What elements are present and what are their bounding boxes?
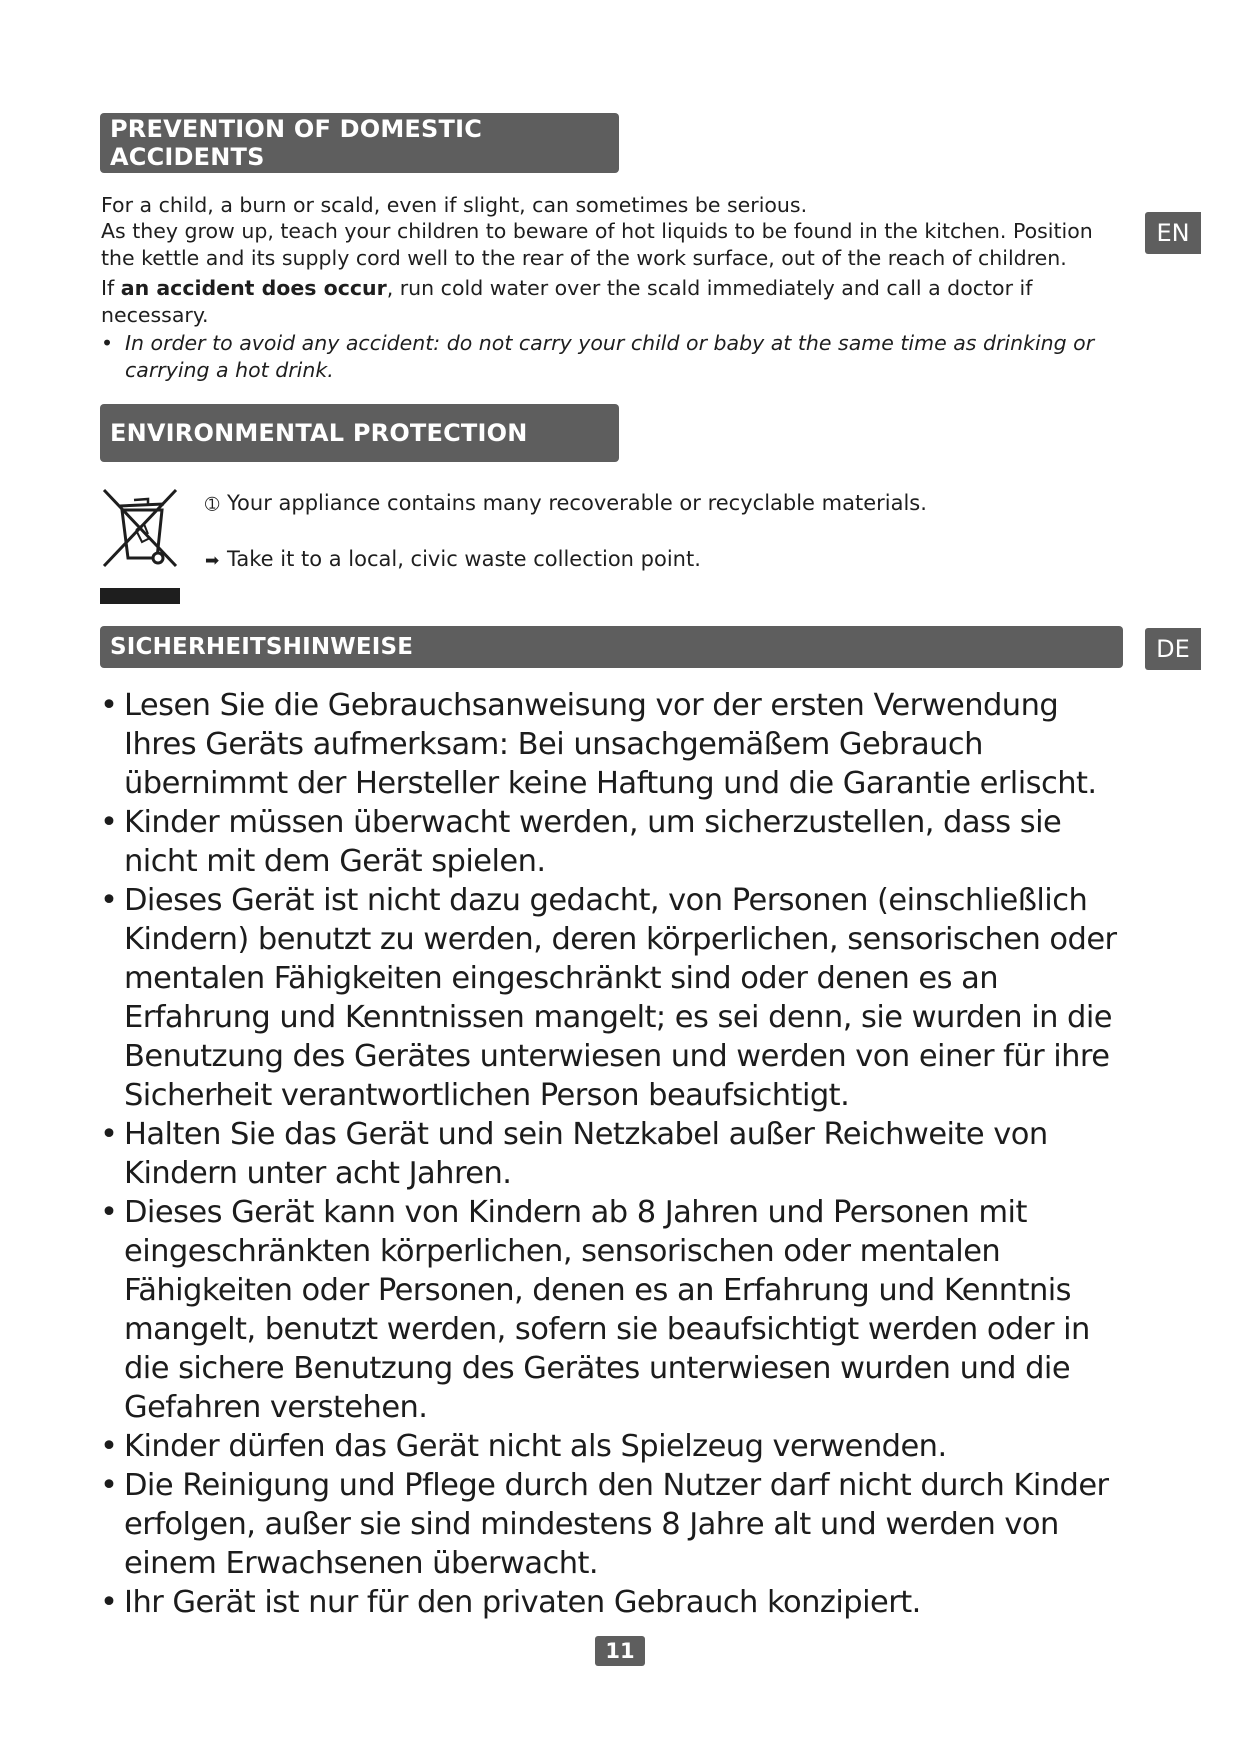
language-tab-en xyxy=(1145,212,1201,254)
section-header-environment xyxy=(100,404,619,462)
section-header-safety-de xyxy=(100,626,1123,668)
bullet-icon: • xyxy=(100,1468,118,1503)
bold-text: an accident does occur xyxy=(120,276,387,300)
page-number-text: 11 xyxy=(605,1639,635,1663)
paragraph-text: As they grow up, teach your children to beware of hot liquids to be found in the kitchen. Position the kettle and its supply cord well to the rear of the work surface, out of the reach of children. xyxy=(101,219,1093,270)
safety-instructions-list xyxy=(100,686,1130,1622)
section-title: SICHERHEITSHINWEISE xyxy=(110,634,414,660)
bullet-text: In order to avoid any accident: do not carry your child or baby at the same time as drinking or carrying a hot drink. xyxy=(125,331,1095,382)
bullet-icon: • xyxy=(100,1429,118,1464)
list-item-text: Dieses Gerät kann von Kindern ab 8 Jahren und Personen mit eingeschränkten körperlichen, sensorischen oder mentalen Fähigkeiten oder Personen, denen es an Erfahrung und Kenntnis mangelt, benutzt werden, sofern sie beaufsichtigt werden oder in die sichere Benutzung des Gerätes unterwiesen wurden und die Gefahren verstehen. xyxy=(124,1195,1090,1425)
bullet-icon: • xyxy=(101,331,114,355)
list-item-text: Halten Sie das Gerät und sein Netzkabel außer Reichweite von Kindern unter acht Jahren. xyxy=(124,1117,1048,1191)
env-text: Take it to a local, civic waste collection point. xyxy=(227,547,701,571)
list-item xyxy=(100,1583,1130,1622)
paragraph-text xyxy=(101,275,1111,329)
paragraph xyxy=(101,275,1111,329)
paragraph xyxy=(101,192,1111,219)
list-item-text: Kinder müssen überwacht werden, um sicherzustellen, dass sie nicht mit dem Gerät spielen. xyxy=(124,805,1062,879)
bullet-icon: • xyxy=(100,688,118,723)
text-span: If xyxy=(101,276,121,300)
section-title: ENVIRONMENTAL PROTECTION xyxy=(110,419,528,447)
paragraph xyxy=(101,218,1111,272)
list-item-text: Dieses Gerät ist nicht dazu gedacht, von Personen (einschließlich Kindern) benutzt zu werden, deren körperlichen, sensorischen oder mentalen Fähigkeiten eingeschränkt sind oder denen es an Erfahrung und Kenntnissen mangelt; es sei denn, sie wurden in die Benutzung des Gerätes unterwiesen und werden von einer für ihre Sicherheit verantwortlichen Person beaufsichtigt. xyxy=(124,883,1117,1113)
list-item-text: Die Reinigung und Pflege durch den Nutzer darf nicht durch Kinder erfolgen, außer sie sind mindestens 8 Jahre alt und werden von einem Erwachsenen überwacht. xyxy=(124,1468,1109,1581)
language-tab-label: DE xyxy=(1156,635,1190,663)
collection-point-line xyxy=(205,545,701,575)
bullet-icon: • xyxy=(100,1117,118,1152)
recyclable-materials-line xyxy=(205,489,927,519)
list-item-text: Lesen Sie die Gebrauchsanweisung vor der ersten Verwendung Ihres Geräts aufmerksam: Bei unsachgemäßem Gebrauch übernimmt der Hersteller keine Haftung und die Garantie erlischt. xyxy=(124,688,1097,801)
page-number xyxy=(595,1636,645,1666)
language-tab-de xyxy=(1145,628,1201,670)
list-item xyxy=(100,1466,1130,1583)
bullet-icon: • xyxy=(100,805,118,840)
info-icon: ➀ xyxy=(205,495,220,515)
crossed-out-wheelie-bin-icon xyxy=(100,486,180,604)
bullet-icon: • xyxy=(100,1195,118,1230)
paragraph-text: For a child, a burn or scald, even if slight, can sometimes be serious. xyxy=(101,193,808,217)
bullet-item xyxy=(101,330,1125,384)
bullet-icon: • xyxy=(100,883,118,918)
list-item xyxy=(100,1115,1130,1193)
list-item xyxy=(100,686,1130,803)
section-header-prevention xyxy=(100,113,619,173)
bullet-icon: • xyxy=(100,1585,118,1620)
list-item xyxy=(100,881,1130,1115)
section-title: PREVENTION OF DOMESTIC ACCIDENTS xyxy=(110,115,483,171)
env-text: Your appliance contains many recoverable or recyclable materials. xyxy=(227,491,927,515)
list-item-text: Ihr Gerät ist nur für den privaten Gebrauch konzipiert. xyxy=(124,1585,921,1620)
list-item xyxy=(100,1427,1130,1466)
arrow-right-icon: ➡ xyxy=(205,551,220,571)
list-item-text: Kinder dürfen das Gerät nicht als Spielzeug verwenden. xyxy=(124,1429,947,1464)
text-span: , run cold water over the scald immediately and call a doctor if necessary. xyxy=(101,276,1033,327)
list-item xyxy=(100,1193,1130,1427)
language-tab-label: EN xyxy=(1156,219,1190,247)
list-item xyxy=(100,803,1130,881)
